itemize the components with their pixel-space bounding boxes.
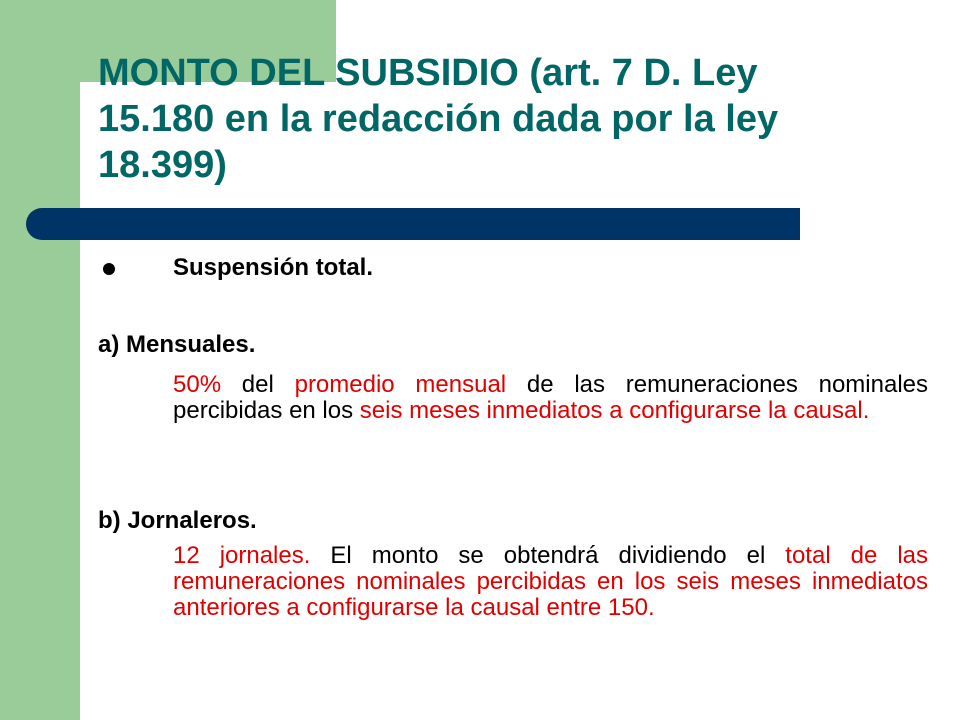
sidebar-green-bar <box>0 0 80 720</box>
body-text: El monto se obtendrá dividiendo el <box>310 542 786 569</box>
highlight-text: total de las remuneraciones nominales percibidas en los seis meses inmediatos anteriores a configurarse la causal entre 150. <box>173 542 929 621</box>
paragraph-jornaleros <box>173 543 928 621</box>
heading-jornaleros: b) Jornaleros. <box>98 507 257 534</box>
title-line: 15.180 en la redacción dada por la ley <box>98 98 779 140</box>
highlight-text: 12 jornales. <box>173 542 311 569</box>
highlight-text: seis meses inmediatos a configurarse la causal. <box>359 397 870 424</box>
bullet-dot-icon <box>103 263 115 275</box>
paragraph-mensuales <box>173 372 928 424</box>
highlight-text: 50% <box>173 371 222 398</box>
title-divider-bar <box>26 208 800 240</box>
title-line: MONTO DEL SUBSIDIO (art. 7 D. Ley <box>98 52 758 94</box>
bullet-suspension-total: Suspensión total. <box>173 254 374 281</box>
highlight-text: promedio mensual <box>294 371 507 398</box>
body-text: del <box>221 371 295 398</box>
title-line: 18.399) <box>98 144 227 186</box>
slide-title <box>98 50 898 188</box>
body-text: de las remuneraciones nominales percibidas en los <box>173 371 929 424</box>
heading-mensuales: a) Mensuales. <box>98 331 256 358</box>
